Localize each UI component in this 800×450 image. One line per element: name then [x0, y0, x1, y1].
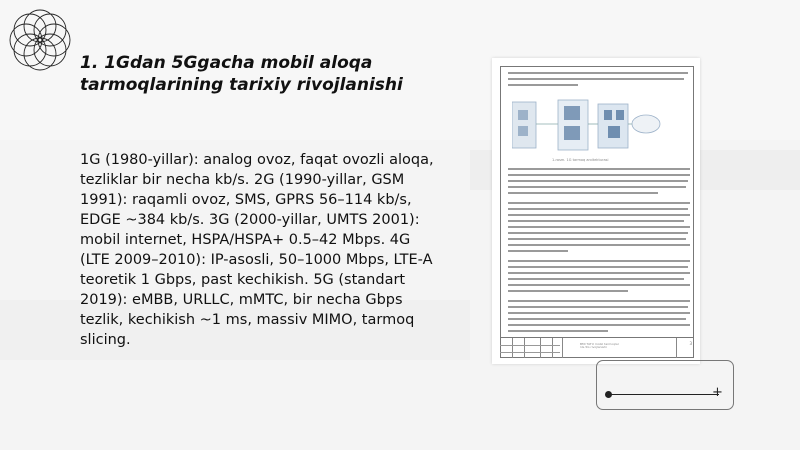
- text-line: [508, 202, 690, 204]
- stamp-cell: [524, 338, 525, 358]
- stamp-text: BMI TATU mobil tarmoqlar 1G-5G rivojlanishi: [580, 343, 619, 349]
- text-line: [508, 306, 688, 308]
- text-line: [508, 300, 690, 302]
- text-line: [508, 214, 690, 216]
- text-line: [508, 312, 690, 314]
- stamp-cell: [540, 338, 541, 358]
- stamp-cell: [512, 338, 513, 358]
- text-line: [508, 174, 690, 176]
- text-line: [508, 78, 684, 80]
- slide-title-line: 1. 1Gdan 5Ggacha mobil aloqa: [80, 53, 373, 73]
- text-line: [508, 226, 690, 228]
- text-line: [508, 318, 686, 320]
- spirograph-logo-icon: [4, 4, 76, 76]
- stamp-cell: [552, 338, 553, 358]
- slide-body-text: 1G (1980-yillar): analog ovoz, faqat ovozli aloqa, tezliklar bir necha kb/s. 2G (1990-yillar, GSM 1991): raqamli ovoz, SMS, GPRS 56–114 kb/s, EDGE ~384 kb/s. 3G (2000-yillar, UMTS 2001): mobil internet, HSPA/HSPA+ 0.5–42 Mbps. 4G (LTE 2009–2010): IP-asosli, 50–1000 Mbps, LTE-A teoretik 1 Gbps, past kechikish. 5G (standart 2019): eMBB, URLLC, mMTC, bir necha Gbps tezlik, kechikish ~1 ms, massiv MIMO, tarmoq slicing.: [80, 152, 434, 348]
- slide-title: [80, 52, 440, 96]
- text-line: [508, 250, 568, 252]
- stamp-line: [500, 352, 560, 353]
- text-line: [508, 186, 686, 188]
- document-page-preview: [492, 58, 700, 364]
- text-line: [508, 266, 688, 268]
- text-line: [508, 244, 690, 246]
- stamp-line: [500, 345, 560, 346]
- plus-icon[interactable]: +: [712, 385, 723, 400]
- text-line: [508, 324, 690, 326]
- text-line: [508, 168, 690, 170]
- text-line: [508, 238, 686, 240]
- zoom-slider-panel: [596, 360, 734, 410]
- slider-handle[interactable]: [605, 391, 612, 398]
- text-line: [508, 220, 684, 222]
- text-line: [508, 272, 690, 274]
- slide-title-line: tarmoqlarining tarixiy rivojlanishi: [80, 75, 403, 95]
- text-line: [508, 330, 608, 332]
- text-line: [508, 72, 688, 74]
- text-line: [508, 284, 690, 286]
- text-line: [508, 232, 688, 234]
- stamp-cell: [562, 338, 563, 358]
- text-line: [508, 180, 688, 182]
- text-line: [508, 290, 628, 292]
- text-line: [508, 278, 684, 280]
- network-diagram-figure: [512, 96, 662, 156]
- title-block-stamp: [500, 337, 694, 358]
- figure-caption: 1-rasm. 1G tarmoq arxitekturasi: [552, 158, 609, 162]
- text-line: [508, 84, 578, 86]
- text-line: [508, 260, 690, 262]
- text-line: [508, 192, 658, 194]
- stamp-cell: [676, 338, 677, 358]
- slider-track[interactable]: [609, 394, 719, 395]
- page-number: 3: [689, 341, 692, 346]
- text-line: [508, 208, 688, 210]
